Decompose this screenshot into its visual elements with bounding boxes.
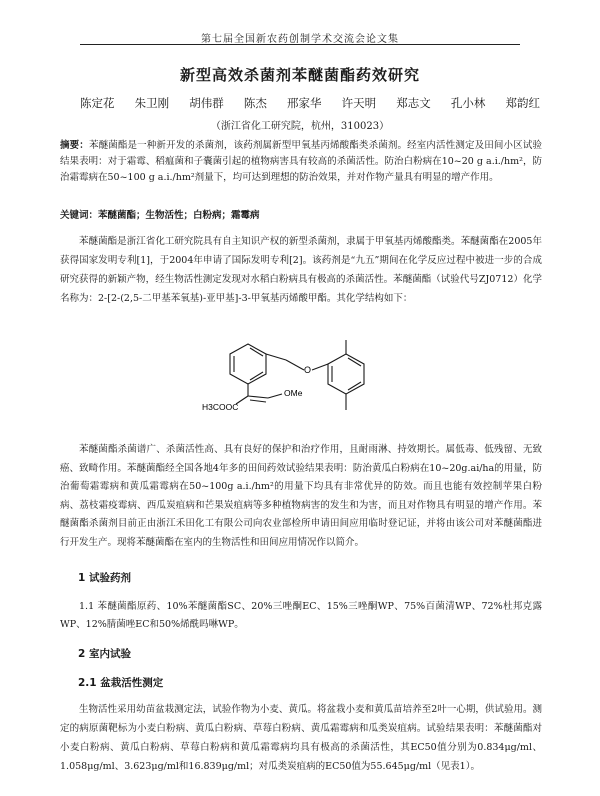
ether-oxygen-label: O [304,365,312,375]
abstract-text: 苯醚菌酯是一种新开发的杀菌剂，该药剂属新型甲氧基丙烯酸酯类杀菌剂。经室内活性测定及田间小区试验结果表明：对于霜霉、稻瘟菌和子囊菌引起的植物病害具有较高的杀菌活性。防治白粉病在10~20 g a.i./hm²，防治霜霉病在50~100 g a.i./hm²剂量下，均可达到理想的防治效果，并对作物产量具有明显的增产作用。 [60,140,542,183]
author: 郑志文 [396,96,431,110]
ether-bond [286,360,304,370]
author: 朱卫刚 [134,96,170,110]
methoxy-label: OMe [284,388,303,398]
description-paragraph: 苯醚菌酯杀菌谱广、杀菌活性高、具有良好的保护和治疗作用，且耐雨淋、持效期长。属低毒、低残留、无致癌、致畸作用。苯醚菌酯经全国各地4年多的田间药效试验结果表明：防治黄瓜白粉病在10~20g.ai/ha的用量，防治葡萄霜霉病和黄瓜霜霉病在50~100g a.i./hm²的用量下均具有非常优异的防效。而且也能有效控制苹果白粉病、荔枝霜疫霉病、西瓜炭疽病和芒果炭疽病等多种植物病害的发生和为害，而且对作物具有明显的增产作用。苯醚菌酯杀菌剂目前正由浙江禾田化工有限公司向农业部检所申请田间应用临时登记证，并将由该公司对苯醚菌酯进行开发生产。现将苯醚菌酯在室内的生物活性和田间应用情况作以简介。 [60,444,542,548]
subsection-heading: 2.1 盆栽活性测定 [78,677,164,689]
author: 胡伟群 [189,96,224,110]
author: 许天明 [341,96,377,110]
keywords-text: 苯醚菌酯；生物活性；白粉病；霜霉病 [98,210,260,221]
abstract [60,138,542,186]
intro-paragraph: 苯醚菌酯是浙江省化工研究院具有自主知识产权的新型杀菌剂，隶属于甲氧基丙烯酸酯类。苯醚菌酯在2005年获得国家发明专利[1]，于2004年申请了国际发明专利[2]。该药剂是“九五”期间在化学反应过程中被进一步的合成研究获得的新颖产物，经生物活性测定发现对水稻白粉病具有极高的杀菌活性。苯醚菌酯（试验代号ZJ0712）化学名称为：2-[2-(2,5-二甲基苯氧基)-亚甲基]-3-甲氧基丙烯酸甲酯。其化学结构如下： [60,236,542,304]
section-text: 1.1 苯醚菌酯原药、10%苯醚菌酯SC、20%三唑酮EC、15%三唑酮WP、75%百菌清WP、72%杜邦克露WP、12%腈菌唑EC和50%烯酰吗啉WP。 [60,601,542,630]
methylene-bond [266,354,286,360]
author: 孔小林 [450,96,486,110]
author: 邢家华 [287,96,322,110]
chemical-structure [200,338,400,418]
section-heading: 1 试验药剂 [78,572,131,584]
acrylate-bond [248,396,268,398]
author: 郑韵红 [505,96,540,110]
paper-title: 新型高效杀菌剂苯醚菌酯药效研究 [179,66,420,84]
right-benzene-ring [328,354,364,394]
ester-label: H3COOC [202,402,239,412]
section-text: 生物活性采用幼苗盆栽测定法，试验作物为小麦、黄瓜。将盆栽小麦和黄瓜苗培养至2叶一心期，供试验用。测定的病原菌靶标为小麦白粉病、黄瓜白粉病、草莓白粉病、黄瓜霜霉病和瓜类炭疽病。试验结果表明：苯醚菌酯对小麦白粉病、黄瓜白粉病、草莓白粉病和黄瓜霜霉病均具有极高的杀菌活性，其EC50值分别为0.834μg/ml、1.058μg/ml、3.623μg/ml和16.839μg/ml；对瓜类炭疽病的EC50值为55.645μg/ml（见表1）。 [60,704,542,772]
section-heading: 2 室内试验 [78,648,131,660]
keywords-label: 关键词： [60,210,99,221]
author-list [80,95,540,111]
acrylate-bond [268,394,282,398]
ether-bond [312,364,328,370]
author: 陈杰 [243,96,267,110]
running-header: 第七届全国新农药创制学术交流会论文集 [201,34,399,45]
header-divider [80,44,520,45]
author: 陈定花 [80,96,115,110]
abstract-label: 摘要： [60,140,89,151]
affiliation: （浙江省化工研究院，杭州，310023） [210,121,390,132]
keywords [60,207,542,221]
left-benzene-ring [230,344,266,384]
